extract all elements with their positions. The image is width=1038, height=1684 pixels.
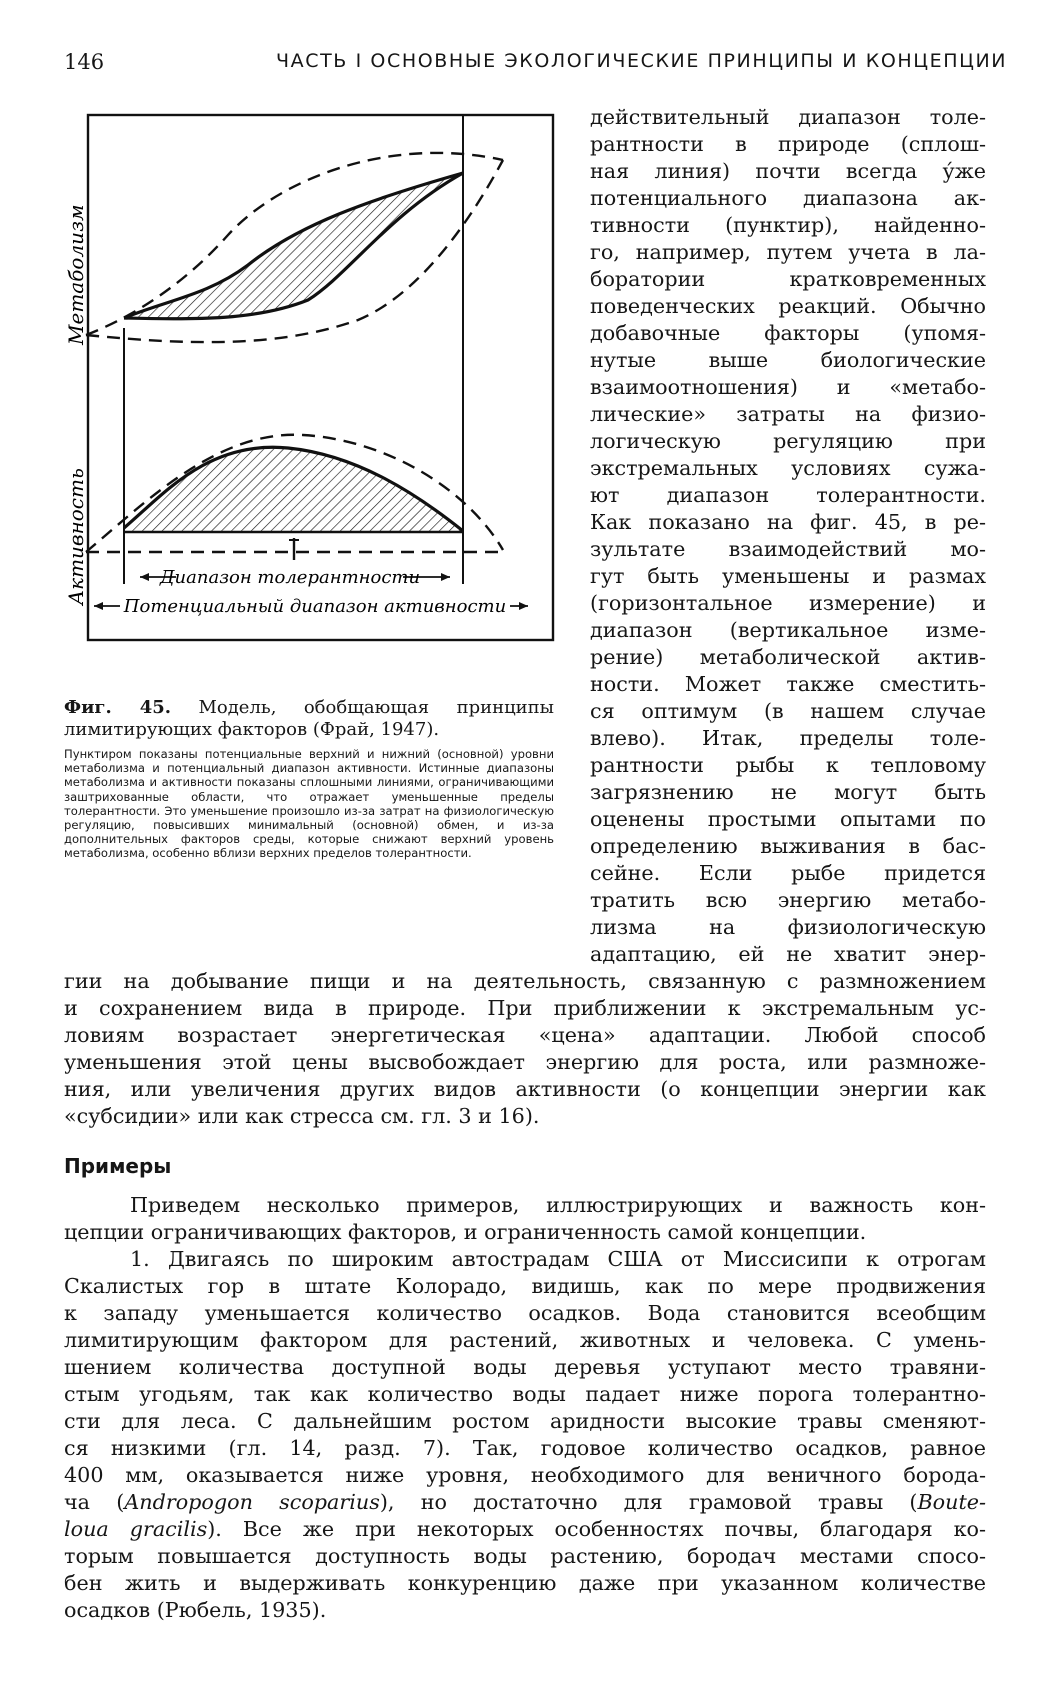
caption-number: Фиг. 45. — [64, 697, 172, 718]
text-line: к западу уменьшается количество осадков. Вода становится всеобщим — [64, 1301, 986, 1325]
potential-range-label: Потенциальный диапазон активности — [123, 596, 507, 617]
text-line: ности. Может также сместить- — [590, 672, 986, 696]
text-line: зультате взаимодействий мо- — [590, 537, 986, 561]
text-line: оценены простыми опытами по — [590, 807, 986, 831]
text-line: взаимоотношения) и «метабо- — [590, 375, 986, 399]
tolerance-range-arrow — [140, 567, 450, 588]
tolerance-range-label: Диапазон толерантности — [159, 567, 421, 588]
species-name-andropogon: Andropogon scoparius — [124, 1490, 380, 1514]
text-line: определению выживания в бас- — [590, 834, 986, 858]
text-line: рантности в природе (сплош- — [590, 132, 986, 156]
text-line: рантности рыбы к тепловому — [590, 753, 986, 777]
text-line: лимитирующим фактором для растений, животных и человека. С умень- — [64, 1328, 986, 1352]
text-line: стым угодьям, так как количество воды падает ниже порога толерантно- — [64, 1382, 986, 1406]
caption-body: Пунктиром показаны потенциальные верхний и нижний (основной) уровни метаболизма и потенциальный диапазон активности. Истинные диапазоны метаболизма и активности показаны сплошными линиями, ограничивающими заштрихованные области, что отражает уменьшенные пределы толерантности. Это уменьшение произошло из-за затрат на физиологическую регуляцию, повысивших минимальный (основной) обмен, и из-за дополнительных факторов среды, которые снижают верхний уровень метаболизма, особенно вблизи верхних пределов толерантности. — [64, 747, 554, 861]
text-line: 1. Двигаясь по широким автострадам США от Миссисипи к отрогам — [130, 1247, 986, 1271]
species-line-pre: ча ( — [64, 1490, 125, 1514]
text-line: диапазон (вертикальное изме- — [590, 618, 986, 642]
species-name-bouteloua-part1: Boute- — [917, 1490, 986, 1514]
paragraph-continuation — [64, 968, 986, 1130]
text-line: Приведем несколько примеров, иллюстрирующих и важность кон- — [130, 1193, 986, 1217]
text-line: поведенческих реакций. Обычно — [590, 294, 986, 318]
caption-title — [64, 697, 554, 741]
page-number: 146 — [64, 50, 105, 74]
text-line: экстремальных условиях сужа- — [590, 456, 986, 480]
caption-title-text: Модель, обобщающая принципы лимитирующих факторов (Фрай, 1947). — [64, 697, 554, 740]
text-line: бен жить и выдерживать конкуренцию даже при указанном количестве — [64, 1571, 986, 1595]
text-line: гут быть уменьшены и размах — [590, 564, 986, 588]
text-line: боратории кратковременных — [590, 267, 986, 291]
figure-caption — [64, 697, 554, 861]
text-line: логическую регуляцию при — [590, 429, 986, 453]
examples-paragraphs — [64, 1192, 986, 1624]
text-line: лические» затраты на физио- — [590, 402, 986, 426]
text-line: загрязнению не могут быть — [590, 780, 986, 804]
text-line: «субсидии» или как стресса см. гл. 3 и 16). — [64, 1104, 540, 1128]
text-line: нутые выше биологические — [590, 348, 986, 372]
text-line: го, например, путем учета в ла- — [590, 240, 986, 264]
text-line: добавочные факторы (упомя- — [590, 321, 986, 345]
metabolism-true-range — [124, 173, 463, 319]
text-line: осадков (Рюбель, 1935). — [64, 1598, 327, 1622]
text-line: Скалистых гор в штате Колорадо, видишь, как по мере продвижения — [64, 1274, 986, 1298]
text-line: шением количества доступной воды деревья уступают место травяни- — [64, 1355, 986, 1379]
text-line: тратить всю энергию метабо- — [590, 888, 986, 912]
figure-45 — [58, 100, 558, 690]
text-line: (горизонтальное измерение) и — [590, 591, 986, 615]
text-line: ся оптимум (в нашем случае — [590, 699, 986, 723]
species-line-mid: ), но достаточно для грамовой травы ( — [379, 1490, 918, 1514]
text-line: цепции ограничивающих факторов, и ограниченность самой концепции. — [64, 1220, 867, 1244]
text-line: рение) метаболической актив- — [590, 645, 986, 669]
figure-frame — [88, 115, 553, 640]
text-line: ния, или увеличения других видов активности (о концепции энергии как — [64, 1077, 986, 1101]
potential-range-arrow — [94, 596, 528, 617]
species-line-post: ). Все же при некоторых особенностях почвы, благодаря ко- — [207, 1517, 986, 1541]
text-line: адаптацию, ей не хватит энер- — [590, 942, 986, 966]
text-line: ся низкими (гл. 14, разд. 7). Так, годовое количество осадков, равное — [64, 1436, 986, 1460]
text-line: уменьшения этой цены высвобождает энергию для роста, или размноже- — [64, 1050, 986, 1074]
y-label-metabolism: Метаболизм — [64, 204, 88, 345]
text-line: и сохранением вида в природе. При приближении к экстремальным ус- — [64, 996, 986, 1020]
right-column-text — [590, 104, 986, 968]
text-line: ная линия) почти всегда у́же — [590, 159, 986, 183]
text-line: Как показано на фиг. 45, в ре- — [590, 510, 986, 534]
text-line: лизма на физиологическую — [590, 915, 986, 939]
text-line: действительный диапазон толе- — [590, 105, 986, 129]
text-line: ловиям возрастает энергетическая «цена» адаптации. Любой способ — [64, 1023, 986, 1047]
text-line: тивности (пунктир), найденно- — [590, 213, 986, 237]
running-head: ЧАСТЬ I ОСНОВНЫЕ ЭКОЛОГИЧЕСКИЕ ПРИНЦИПЫ И КОНЦЕПЦИИ — [276, 50, 1008, 72]
text-line: 400 мм, оказывается ниже уровня, необходимого для веничного борода- — [64, 1463, 986, 1487]
text-line: сейне. Если рыбе придется — [590, 861, 986, 885]
text-line: ют диапазон толерантности. — [590, 483, 986, 507]
text-line: сти для леса. С дальнейшим ростом аридности высокие травы сменяют- — [64, 1409, 986, 1433]
text-line: торым повышается доступность воды растению, бородач местами спосо- — [64, 1544, 986, 1568]
text-line: потенциального диапазона ак- — [590, 186, 986, 210]
text-line-species — [64, 1489, 986, 1516]
section-heading: Примеры — [64, 1154, 172, 1178]
text-line: гии на добывание пищи и на деятельность, связанную с размножением — [64, 969, 986, 993]
species-name-bouteloua-part2: loua gracilis — [64, 1517, 208, 1541]
text-line-species — [64, 1516, 986, 1543]
activity-true-range — [124, 447, 463, 532]
y-label-activity: Активность — [64, 468, 88, 605]
text-line: влево). Итак, пределы толе- — [590, 726, 986, 750]
